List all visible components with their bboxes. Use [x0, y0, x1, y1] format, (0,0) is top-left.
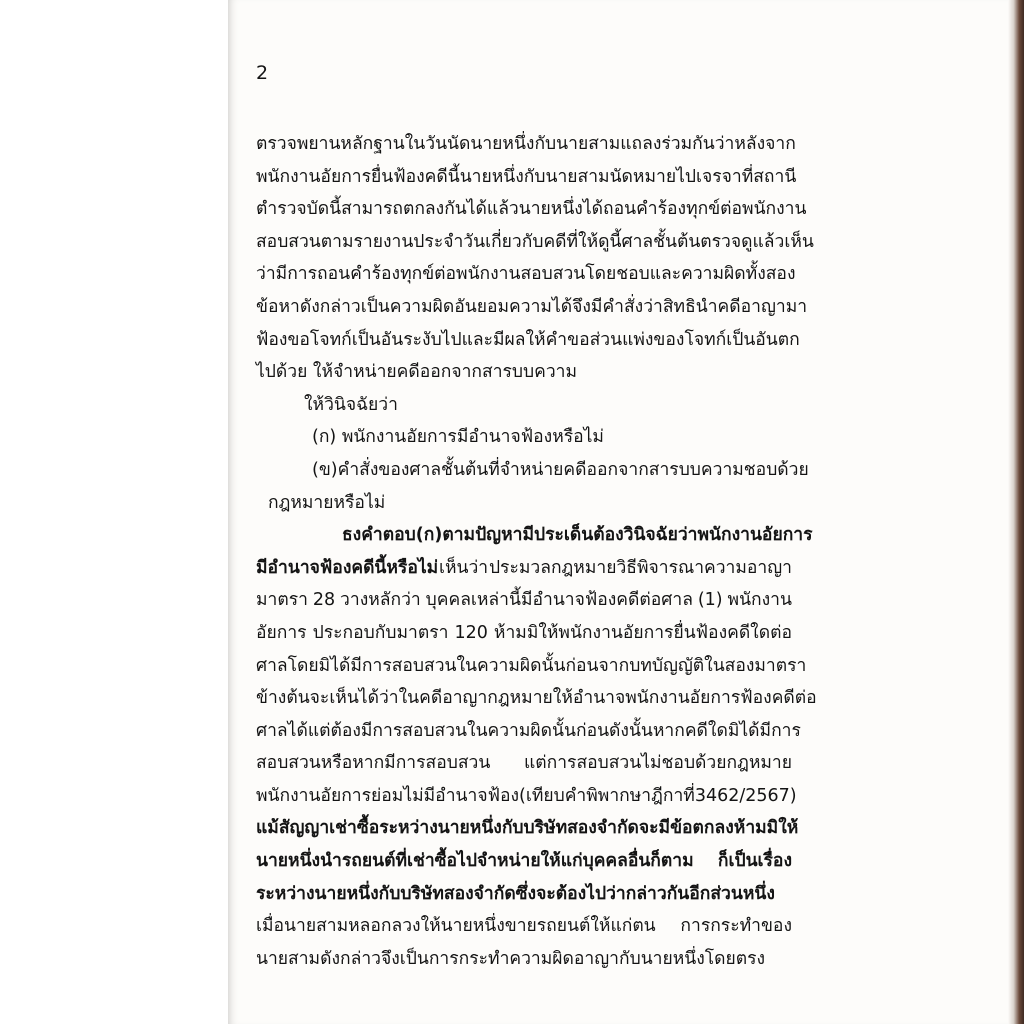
text-line: [256, 617, 792, 650]
word: เห็นว่า: [439, 557, 489, 578]
word: ดังนั้น: [609, 720, 653, 741]
word: 120: [454, 622, 488, 643]
word: (1): [697, 590, 723, 611]
word: (เทียบคำพิพากษาฎีกาที่: [519, 785, 695, 806]
word: ห้ามมิให้พนักงานอัยการยื่นฟ้องคดีใดต่อ: [493, 622, 792, 643]
bold-word: (ก): [415, 525, 443, 546]
word: หากคดีใดมิได้มีการ: [652, 720, 801, 741]
word: ศาลชั้นต้นตรวจดูแล้วเห็น: [621, 231, 814, 252]
text-line: [256, 487, 792, 520]
word: สอบสวนหรือหากมีการสอบสวน: [256, 753, 491, 774]
text-line: [256, 845, 792, 878]
page-number: 2: [256, 62, 269, 84]
text-line: [256, 682, 817, 715]
text-line: [256, 161, 797, 194]
word: การกระทำของ: [680, 916, 792, 937]
text-line: [256, 878, 792, 911]
word: ตำรวจ: [256, 199, 307, 220]
bold-word: ระหว่างนายหนึ่งกับบริษัทสองจำกัดซึ่งจะต้องไปว่ากล่าวกันอีกส่วนหนึ่ง: [256, 883, 775, 904]
word: ประกอบกับมาตรา: [312, 622, 449, 643]
word: บุคคลเหล่านี้มีอำนาจฟ้องคดีต่อศาล: [425, 590, 693, 611]
word: ศาลโดยมิได้มีการสอบสวนในความผิดนั้นก่อน: [256, 655, 599, 676]
word: นายหนึ่งกับนายสามนัดหมายไปเจรจาที่สถานี: [459, 166, 797, 187]
text-line: [256, 812, 799, 845]
word: ว่ามีการถอนคำร้องทุกข์ต่อพนักงานสอบสวนโดยชอบและความผิดทั้งสอง: [256, 264, 796, 285]
text-line: [256, 943, 792, 976]
text-segment: กฎหมายหรือไม่: [268, 492, 386, 513]
text-line: [256, 780, 797, 813]
text-line: [256, 356, 792, 389]
word: คำสั่งของศาลชั้นต้นที่จำหน่ายคดีออกจากสารบบความชอบด้วย: [337, 459, 809, 480]
text-line: [256, 715, 801, 748]
word: แต่ต้องมีการสอบสวนในความผิดนั้นก่อน: [307, 720, 610, 741]
word: จากบทบัญญัติในสองมาตรา: [598, 655, 807, 676]
book-binding-edge: [1008, 0, 1024, 1024]
text-line: [256, 324, 800, 357]
page-text-body: [256, 128, 817, 975]
word: เมื่อนายสามหลอกลวงให้นายหนึ่งขายรถยนต์ให้แก่ตน: [256, 916, 656, 937]
text-line: [256, 193, 807, 226]
word: นายสามดังกล่าวจึงเป็นการกระทำความผิดอาญากับนายหนึ่งโดยตรง: [256, 948, 766, 969]
word: 3462/2567): [694, 785, 797, 806]
bold-word: ธงคำตอบ: [342, 525, 416, 546]
word: มาตรา: [256, 590, 308, 611]
word: สอบสวนตามรายงานประจำวันเกี่ยวกับคดีที่ให้ดูนี้: [256, 231, 622, 252]
word: พนักงาน: [727, 590, 792, 611]
word: ศาลได้: [256, 720, 308, 741]
text-line: [256, 421, 792, 454]
word: จึงมีคำสั่งว่าสิทธินำคดีอาญามา: [572, 296, 808, 317]
text-segment: ไปด้วย ให้จำหน่ายคดีออกจากสารบบความ: [256, 362, 578, 383]
text-line: [256, 258, 796, 291]
text-line: [256, 389, 792, 422]
text-line: [256, 584, 792, 617]
word: วางหลักว่า: [340, 590, 421, 611]
text-line: [256, 747, 792, 780]
text-segment: ให้วินิจฉัยว่า: [304, 394, 398, 415]
text-line: [256, 454, 809, 487]
bold-word: ตามปัญหามีประเด็นต้องวินิจฉัยว่า: [442, 525, 698, 546]
text-line: [256, 519, 813, 552]
word: บัดนี้สามารถตกลงกันได้แล้วนายหนึ่งได้ถอนคำร้องทุกข์ต่อพนักงาน: [306, 199, 807, 220]
word: ฟ้องขอโจทก์เป็นอันระงับไป: [256, 329, 462, 350]
text-line: [256, 552, 792, 585]
word: ประมวลกฎหมายวิธีพิจารณาความอาญา: [488, 557, 792, 578]
text-line: [256, 910, 792, 943]
word: ข้อหาดังกล่าวเป็นความผิดอันยอมความได้: [256, 296, 573, 317]
word: ข้างต้นจะเห็นได้ว่า: [256, 688, 399, 709]
word: แต่การสอบสวนไม่ชอบด้วยกฎหมาย: [523, 753, 792, 774]
word: ในวันนัดนายหนึ่งกับนายสามแถลงร่วมกันว่าหลังจาก: [404, 134, 796, 154]
bold-word: ก็เป็นเรื่อง: [717, 851, 792, 872]
word: และมีผลให้คำขอส่วนแพ่งของโจทก์เป็นอันตก: [461, 329, 800, 350]
text-line: [256, 291, 808, 324]
word: ในคดีอาญากฎหมายให้อำนาจพนักงานอัยการฟ้องคดีต่อ: [398, 688, 817, 709]
bold-word: แม้สัญญาเช่าซื้อระหว่างนายหนึ่งกับบริษัทสองจำกัดจะมีข้อตกลงห้ามมิให้: [256, 818, 799, 839]
word: 28: [312, 590, 336, 611]
bold-word: นายหนึ่งนำรถยนต์ที่เช่าซื้อไปจำหน่ายให้แก่บุคคลอื่นก็ตาม: [256, 851, 694, 872]
bold-word: มีอำนาจฟ้องคดีนี้หรือไม่: [256, 557, 439, 578]
text-line: [256, 650, 807, 683]
word: พนักงานอัยการย่อมไม่มีอำนาจฟ้อง: [256, 785, 520, 806]
word: ตรวจพยานหลักฐาน: [256, 134, 405, 154]
word: พนักงานอัยการยื่นฟ้องคดีนี้: [256, 166, 460, 187]
text-line: [256, 226, 814, 259]
scan-margin-left: [0, 0, 228, 1024]
word: อัยการ: [256, 622, 307, 643]
bold-word: พนักงานอัยการ: [697, 525, 813, 546]
text-line: [256, 128, 796, 161]
word: (ข): [312, 459, 338, 480]
text-segment: (ก) พนักงานอัยการมีอำนาจฟ้องหรือไม่: [312, 427, 604, 448]
